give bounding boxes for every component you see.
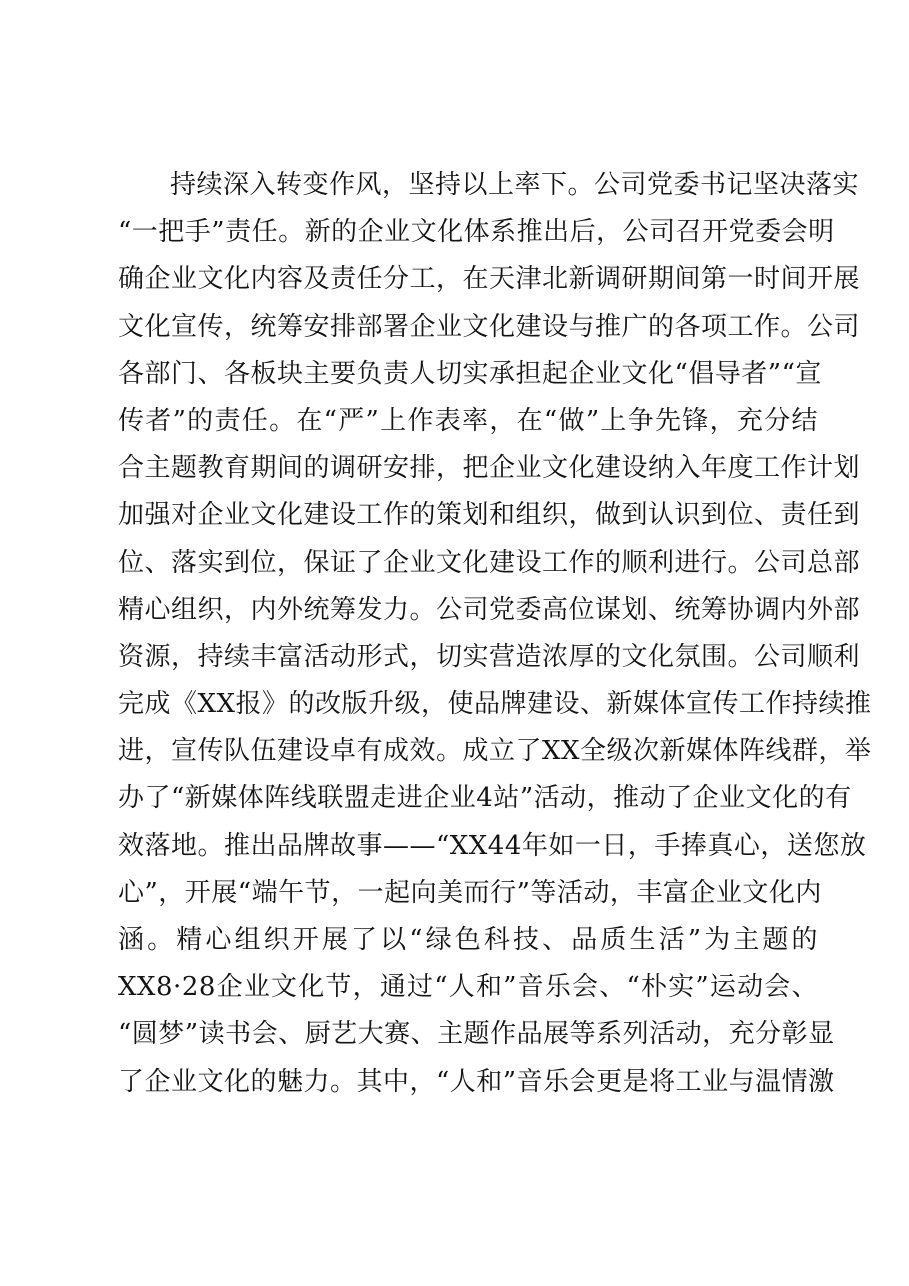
text-line: 合主题教育期间的调研安排，把企业文化建设纳入年度工作计划 [118,453,861,484]
text-line: 心”，开展“端午节，一起向美而行”等活动，丰富企业文化内 [118,877,822,908]
text-line: 文化宣传，统筹安排部署企业文化建设与推广的各项工作。公司 [118,311,861,342]
text-line: 确企业文化内容及责任分工，在天津北新调研期间第一时间开展 [118,264,861,295]
text-line: 资源，持续丰富活动形式，切实营造浓厚的文化氛围。公司顺利 [118,641,861,672]
text-line: 持续深入转变作风，坚持以上率下。公司党委书记坚决落实 [170,170,860,200]
text-line: XX8·28企业文化节，通过“人和”音乐会、“朴实”运动会、 [118,972,818,1003]
text-line: 了企业文化的魅力。其中，“人和”音乐会更是将工业与温情激 [118,1066,835,1097]
text-line: 办了“新媒体阵线联盟走进企业4站”活动，推动了企业文化的有 [118,783,852,814]
text-line: 各部门、各板块主要负责人切实承担起企业文化“倡导者”“宣 [118,358,822,389]
text-line: “圆梦”读书会、厨艺大赛、主题作品展等系列活动，充分彰显 [118,1019,835,1050]
text-line: 精心组织，内外统筹发力。公司党委高位谋划、统筹协调内外部 [118,594,861,625]
text-line: 位、落实到位，保证了企业文化建设工作的顺利进行。公司总部 [118,547,861,578]
body-paragraph [118,162,872,1106]
text-line: 完成《XX报》的改版升级，使品牌建设、新媒体宣传工作持续推 [118,689,872,720]
text-line: 传者”的责任。在“严”上作表率，在“做”上争先锋，充分结 [118,405,818,436]
text-line: 进，宣传队伍建设卓有成效。成立了XX全级次新媒体阵线群，举 [118,736,872,767]
text-line: 加强对企业文化建设工作的策划和组织，做到认识到位、责任到 [118,500,861,531]
text-line: 效落地。推出品牌故事——“XX44年如一日，手捧真心，送您放 [118,830,867,861]
text-line: “一把手”责任。新的企业文化体系推出后，公司召开党委会明 [118,217,835,248]
text-line: 涵。精心组织开展了以“绿色科技、品质生活”为主题的 [118,925,818,955]
